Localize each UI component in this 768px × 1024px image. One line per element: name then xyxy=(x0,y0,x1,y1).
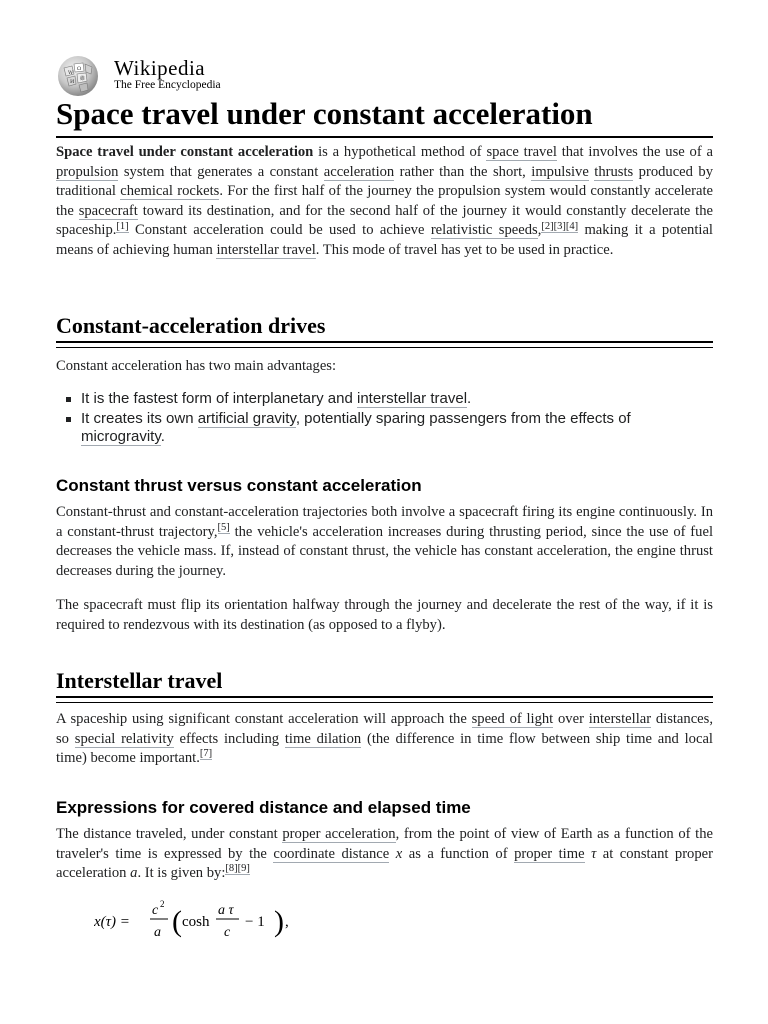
citation-4[interactable]: [4] xyxy=(565,220,579,232)
formula-cosh: cosh xyxy=(182,914,210,930)
link-relativistic-speeds[interactable]: relativistic speeds xyxy=(430,222,538,239)
citation-1[interactable]: [1] xyxy=(116,220,129,232)
formula-left-paren: ( xyxy=(172,905,182,938)
link-microgravity[interactable]: microgravity xyxy=(81,428,161,445)
site-header xyxy=(56,54,356,98)
interstellar-paragraph: A spaceship using significant constant acceleration will approach the speed of light over interstellar distances, so special relativity effects including time dilation (the difference in time flow between ship time and local time) become important.[7] xyxy=(56,711,713,767)
link-time-dilation[interactable]: time dilation xyxy=(284,730,362,747)
thrust-paragraph-2: The spacecraft must flip its orientation halfway through the journey and decelerate the rest of the way, if it is required to rendezvous with its destination (as opposed to a flyby). xyxy=(56,597,713,633)
formula-inner-numerator: a τ xyxy=(218,903,234,918)
expressions-paragraph: The distance traveled, under constant proper acceleration, from the point of view of Earth as a function of the traveler's time is expressed by the coordinate distance x as a function of proper time τ at constant proper acceleration a. It is given by:[8][9] xyxy=(56,826,714,882)
section1-lead: Constant acceleration has two main advantages: xyxy=(56,358,337,374)
link-acceleration[interactable]: acceleration xyxy=(323,163,395,180)
link-interstellar-travel-list[interactable]: interstellar travel xyxy=(356,390,468,407)
list-item: It is the fastest form of interplanetary and interstellar travel. xyxy=(56,390,713,408)
link-proper-time[interactable]: proper time xyxy=(514,845,585,862)
formula-minus-one: − 1 xyxy=(245,914,265,930)
formula-lhs: x(τ) = xyxy=(94,914,130,930)
link-coordinate-distance[interactable]: coordinate distance xyxy=(273,845,390,862)
variable-a: a xyxy=(130,865,138,882)
list-item: It creates its own artificial gravity, potentially sparing passengers from the effects of microgravity. xyxy=(56,410,713,446)
site-tagline: The Free Encyclopedia xyxy=(114,79,221,91)
variable-tau: τ xyxy=(591,845,597,862)
title-divider xyxy=(56,136,713,138)
distance-formula xyxy=(94,896,354,946)
svg-text:Ω: Ω xyxy=(77,66,82,72)
citation-3[interactable]: [3] xyxy=(553,220,566,232)
subsection-heading-constant-thrust: Constant thrust versus constant acceleration xyxy=(56,476,422,495)
formula-right-paren: ) xyxy=(274,905,284,938)
link-space-travel[interactable]: space travel xyxy=(486,144,557,160)
citation-8[interactable]: [8] xyxy=(225,863,238,875)
svg-text:維: 維 xyxy=(80,76,86,82)
link-propulsion[interactable]: propulsion xyxy=(56,163,119,180)
link-thrusts[interactable]: thrusts xyxy=(594,163,634,180)
link-artificial-gravity[interactable]: artificial gravity xyxy=(197,410,296,427)
formula-denominator: a xyxy=(154,925,161,940)
formula-trailing-comma: , xyxy=(285,914,289,930)
svg-text:И: И xyxy=(70,79,75,85)
section-divider xyxy=(56,341,713,343)
link-chemical-rockets[interactable]: chemical rockets xyxy=(120,183,220,200)
advantages-list xyxy=(56,390,713,448)
section-heading-interstellar-travel: Interstellar travel xyxy=(56,668,223,693)
citation-2[interactable]: [2] xyxy=(541,220,554,232)
svg-text:W: W xyxy=(68,70,74,76)
wikipedia-globe-icon[interactable] xyxy=(56,54,100,98)
variable-x: x xyxy=(395,845,403,862)
section-divider xyxy=(56,347,713,348)
citation-7[interactable]: [7] xyxy=(199,748,213,760)
section-heading-constant-acceleration-drives: Constant-acceleration drives xyxy=(56,313,326,338)
formula-inner-denominator: c xyxy=(224,925,231,940)
page-title: Space travel under constant acceleration xyxy=(56,96,593,131)
thrust-paragraph-1: Constant-thrust and constant-acceleration trajectories both involve a spacecraft firing its engine continuously. In a constant-thrust trajectory,[5] the vehicle's acceleration increases during thrusting period, since the use of fuel decreases the vehicle mass. If, instead of constant thrust, the vehicle has constant acceleration, the engine thrust decreases during the journey. xyxy=(56,504,713,579)
link-impulsive[interactable]: impulsive xyxy=(531,163,589,180)
link-interstellar[interactable]: interstellar xyxy=(588,711,652,727)
citation-9[interactable]: [9] xyxy=(237,863,250,875)
link-speed-of-light[interactable]: speed of light xyxy=(471,711,554,727)
link-interstellar-travel[interactable]: interstellar travel xyxy=(216,241,316,258)
link-spacecraft[interactable]: spacecraft xyxy=(78,202,138,219)
section-divider xyxy=(56,702,713,703)
formula-numerator-exponent: 2 xyxy=(160,899,165,909)
link-proper-acceleration[interactable]: proper acceleration xyxy=(282,826,396,842)
intro-paragraph: Space travel under constant acceleration is a hypothetical method of space travel that involves the use of a propulsion system that generates a constant acceleration rather than the short, impulsive thrusts produced by traditional chemical rockets. For the first half of the journey the propulsion system would constantly accelerate the spacecraft toward its destination, and for the second half of the journey it would constantly decelerate the spaceship.[1] Constant acceleration could be used to achieve relativistic speeds,[2][3][4] making it a potential means of achieving human interstellar travel. This mode of travel has yet to be used in practice. xyxy=(56,144,713,258)
subsection-heading-expressions: Expressions for covered distance and elapsed time xyxy=(56,798,471,817)
link-special-relativity[interactable]: special relativity xyxy=(74,730,174,747)
site-wordmark[interactable]: Wikipedia xyxy=(114,56,206,80)
section-divider xyxy=(56,696,713,698)
citation-5[interactable]: [5] xyxy=(217,521,230,533)
formula-numerator: c xyxy=(152,903,159,918)
intro-bold-term: Space travel under constant acceleration xyxy=(56,144,314,160)
